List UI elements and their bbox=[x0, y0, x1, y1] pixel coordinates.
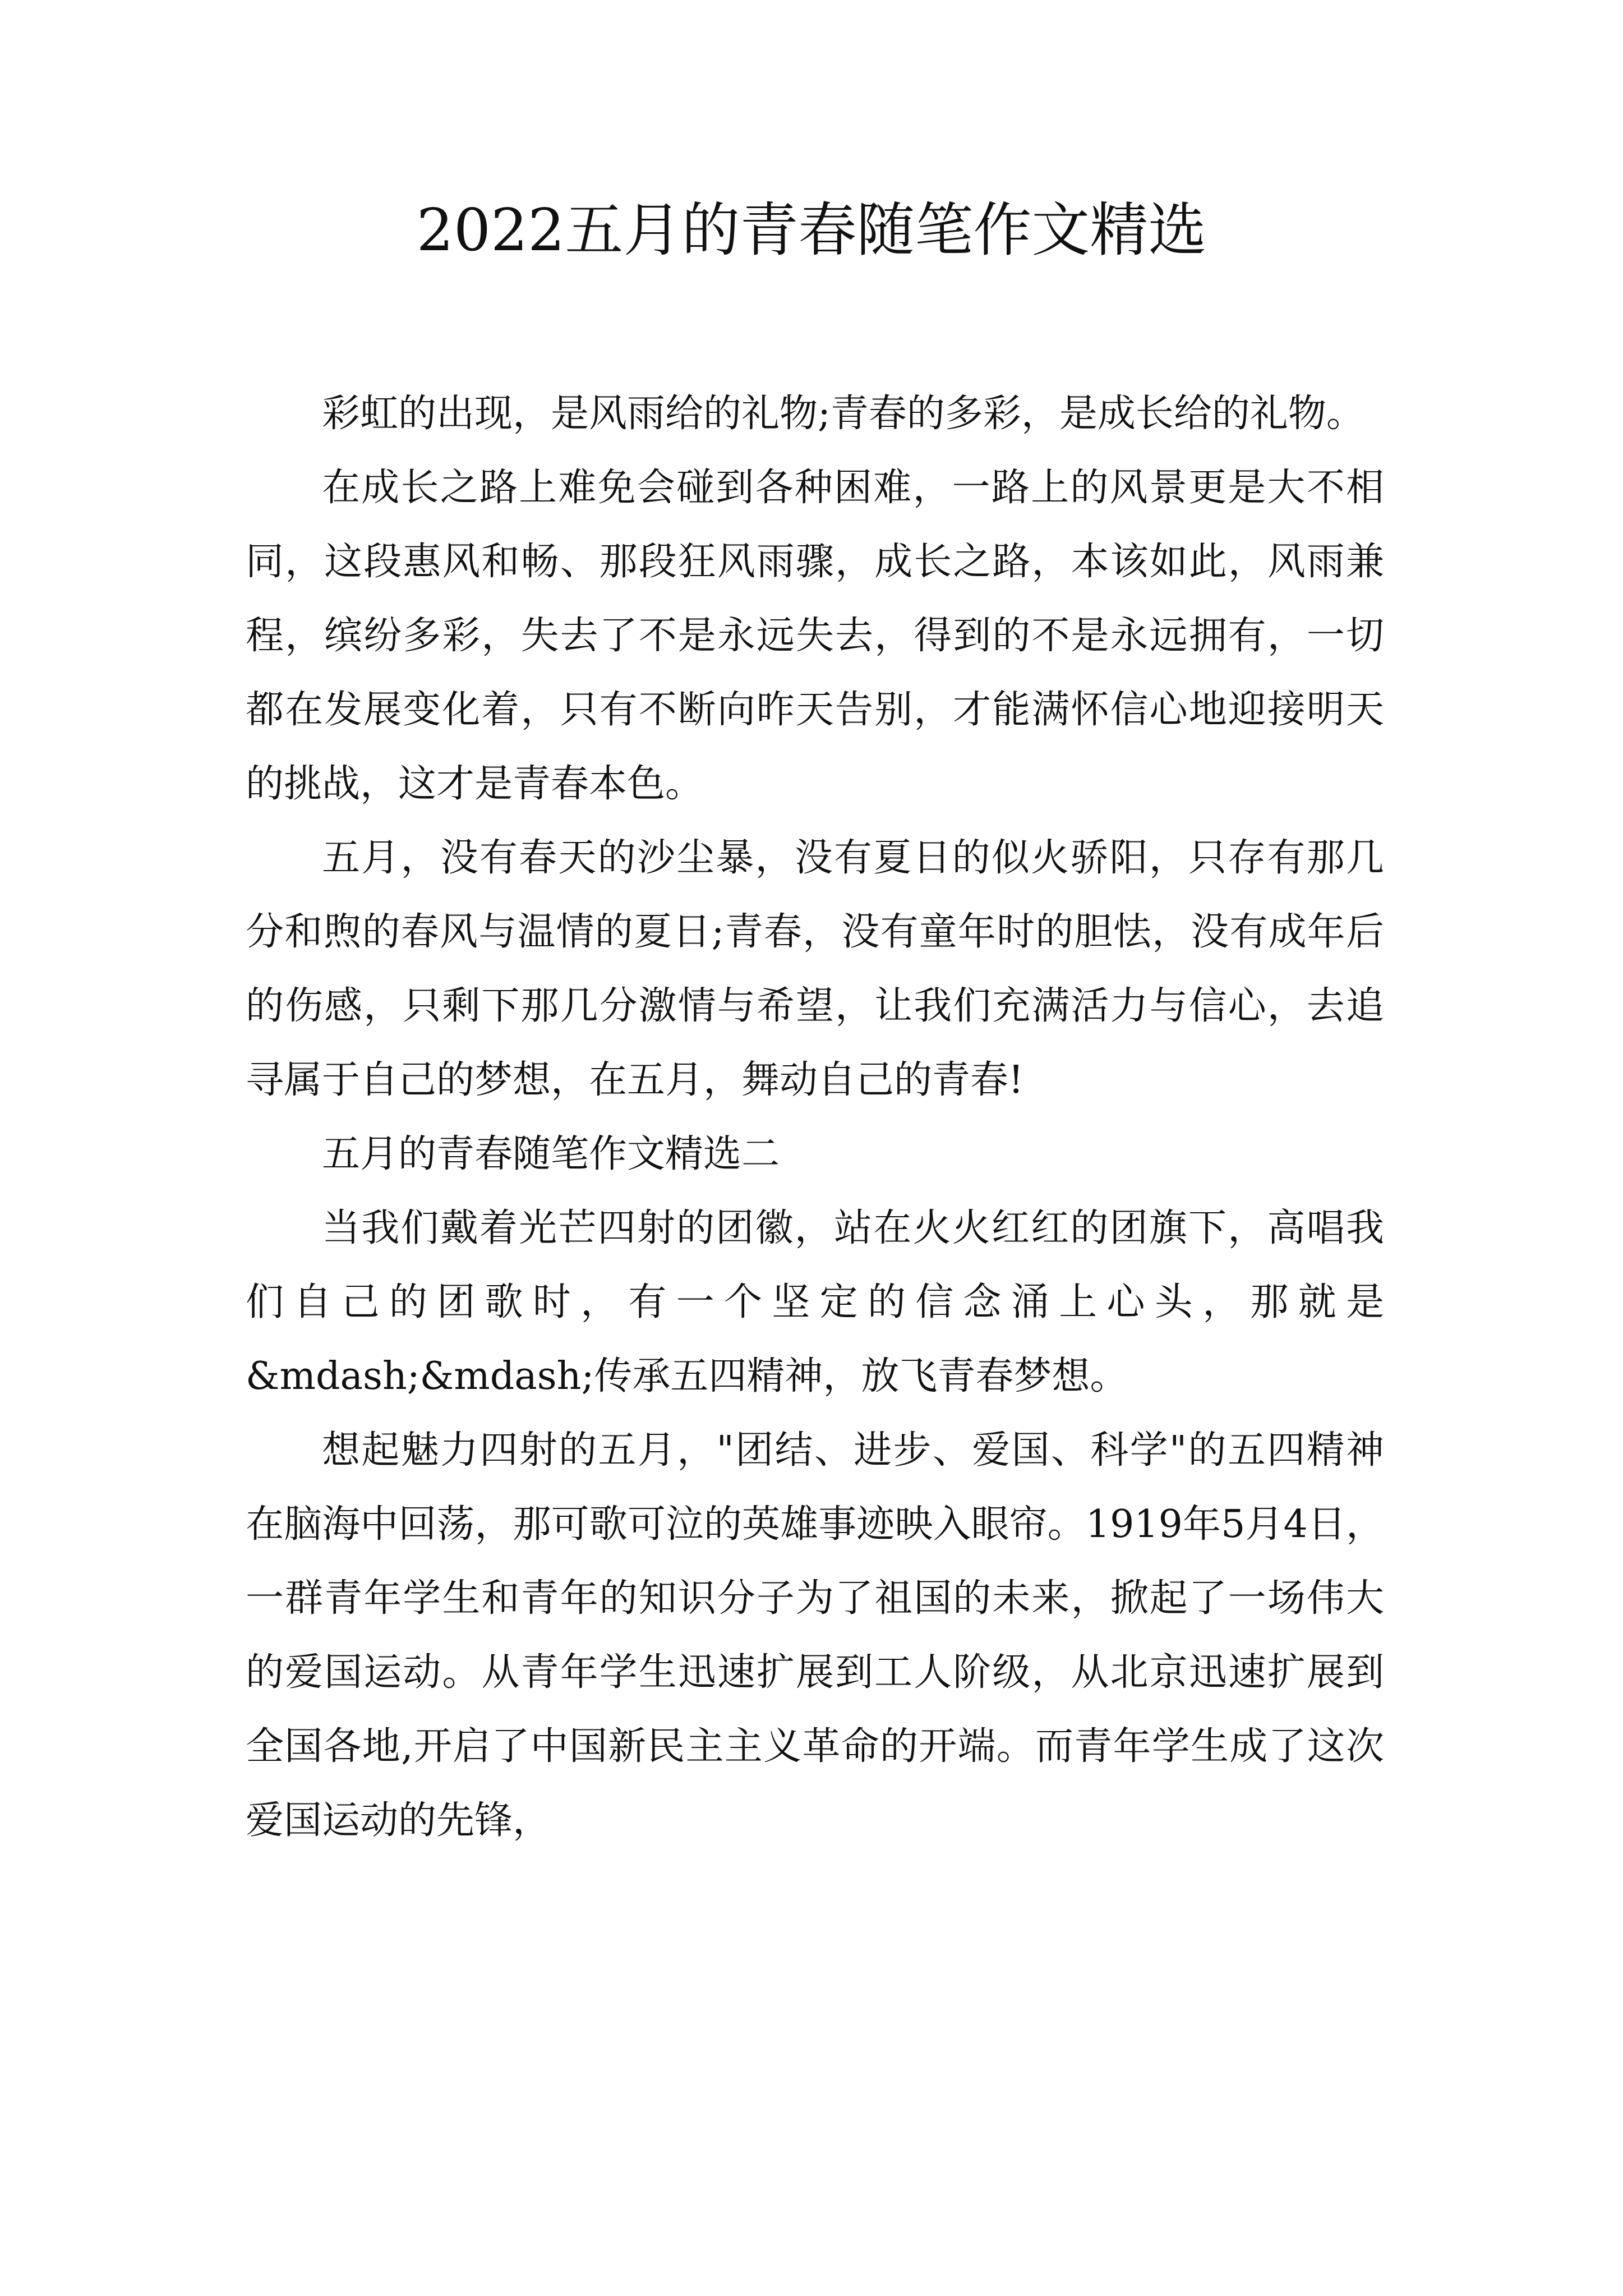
document-title: 2022五月的青春随笔作文精选 bbox=[416, 196, 1207, 264]
paragraph: 彩虹的出现，是风雨给的礼物;青春的多彩，是成长给的礼物。 bbox=[322, 392, 1364, 436]
paragraph: 五月，没有春天的沙尘暴，没有夏日的似火骄阳，只存有那几分和煦的春风与温情的夏日;青春，没有童年时的胆怯，没有成年后的伤感，只剩下那几分激情与希望，让我们充满活力与信心，去追寻属于自己的梦想，在五月，舞动自己的青春! bbox=[246, 836, 1384, 1102]
paragraph: 当我们戴着光芒四射的团徽，站在火火红红的团旗下，高唱我们自己的团歌时，有一个坚定的信念涌上心头，那就是&mdash;&mdash;传承五四精神，放飞青春梦想。 bbox=[246, 1206, 1384, 1398]
section-heading: 五月的青春随笔作文精选二 bbox=[322, 1132, 780, 1176]
paragraph: 想起魅力四射的五月，"团结、进步、爱国、科学"的五四精神在脑海中回荡，那可歌可泣的英雄事迹映入眼帘。1919年5月4日，一群青年学生和青年的知识分子为了祖国的未来，掀起了一场伟大的爱国运动。从青年学生迅速扩展到工人阶级，从北京迅速扩展到全国各地,开启了中国新民主主义革命的开端。而青年学生成了这次爱国运动的先锋， bbox=[246, 1428, 1384, 1843]
paragraph: 在成长之路上难免会碰到各种困难，一路上的风景更是大不相同，这段惠风和畅、那段狂风雨骤，成长之路，本该如此，风雨兼程，缤纷多彩，失去了不是永远失去，得到的不是永远拥有，一切都在发展变化着，只有不断向昨天告别，才能满怀信心地迎接明天的挑战，这才是青春本色。 bbox=[246, 466, 1384, 806]
document-body bbox=[246, 377, 1384, 1858]
